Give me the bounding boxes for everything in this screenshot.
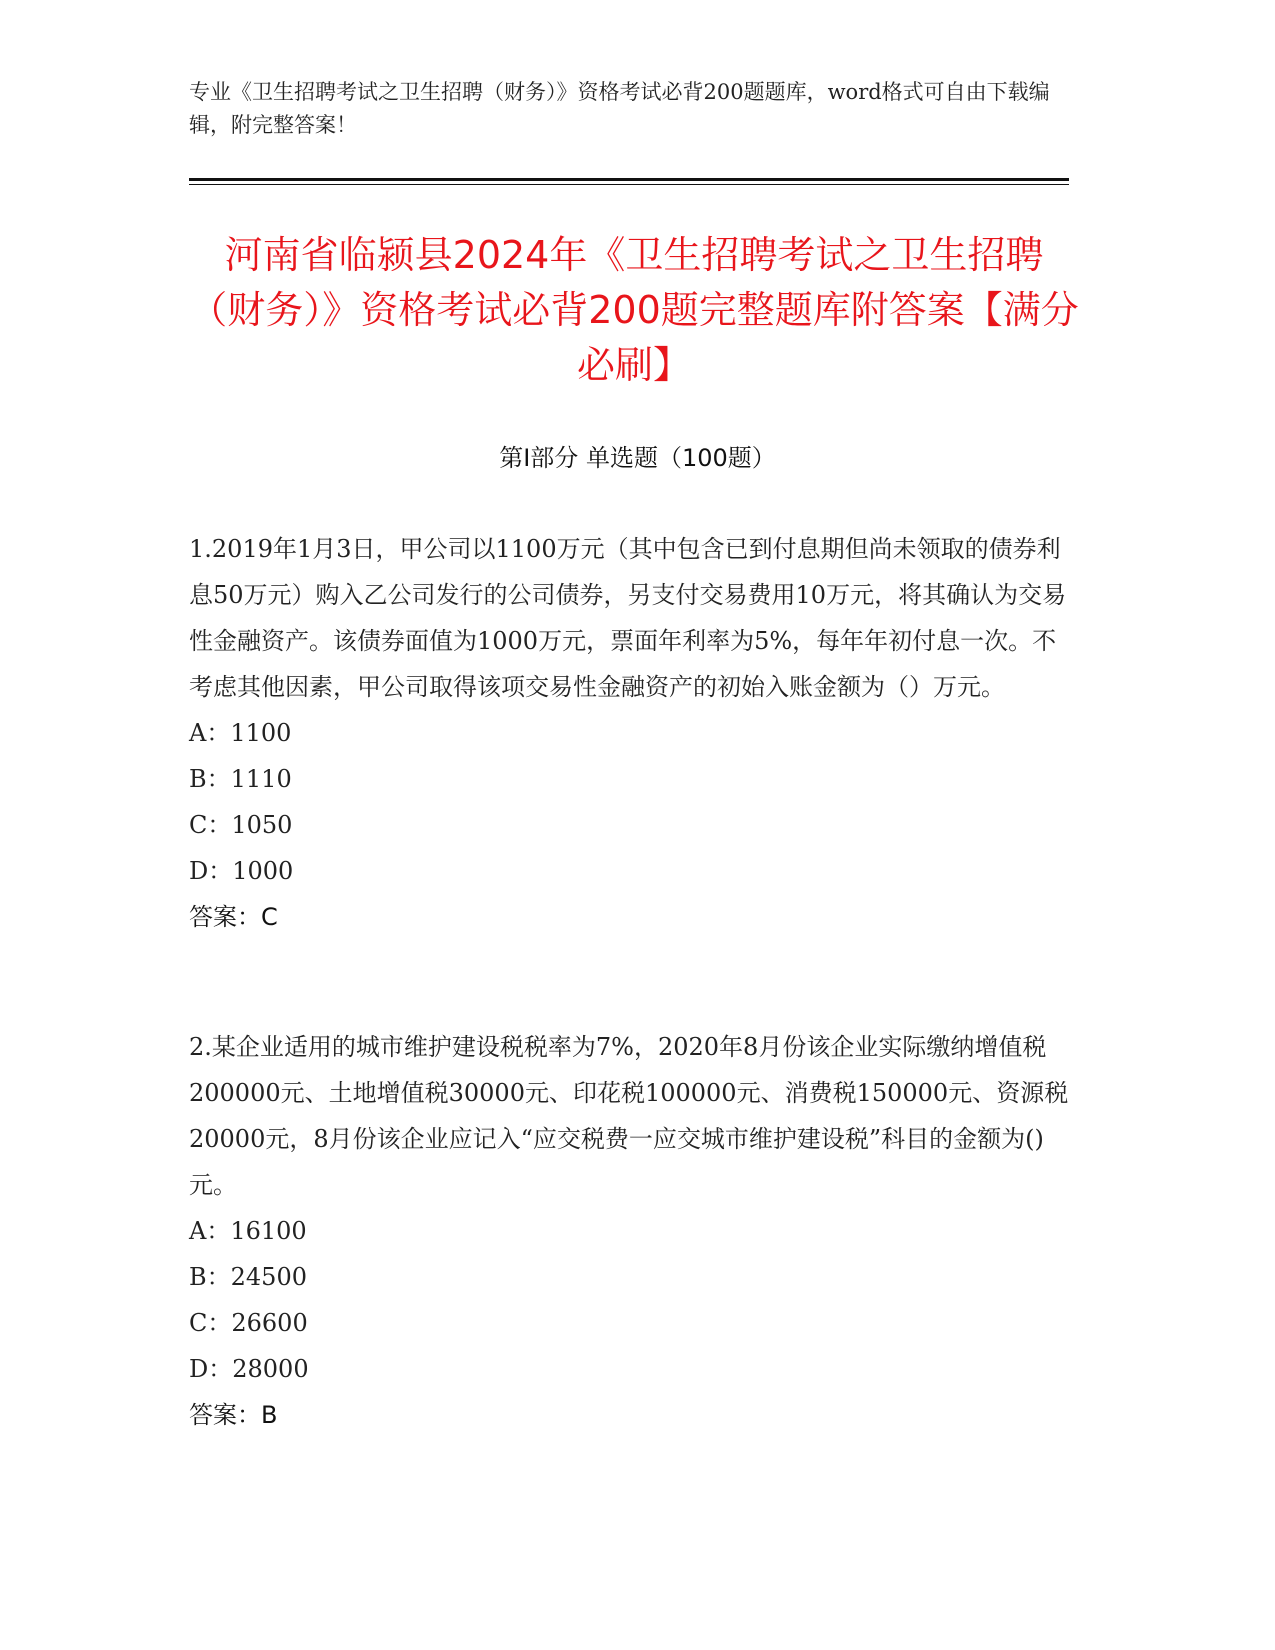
header-divider-thin <box>189 184 1069 185</box>
option-c: C：26600 <box>189 1309 308 1337</box>
option-d: D：28000 <box>189 1355 309 1383</box>
section-heading: 第I部分 单选题（100题） <box>499 444 776 472</box>
question-stem: 1.2019年1月3日，甲公司以1100万元（其中包含已到付息期但尚未领取的债券利息50万元）购入乙公司发行的公司债券，另支付交易费用10万元，将其确认为交易性金融资产。该债券面值为1000万元，票面年利率为5%，每年年初付息一次。不考虑其他因素，甲公司取得该项交易性金融资产的初始入账金额为（）万元。 <box>189 535 1067 701</box>
question-stem: 2.某企业适用的城市维护建设税税率为7%，2020年8月份该企业实际缴纳增值税200000元、土地增值税30000元、印花税100000元、消费税150000元、资源税20000元，8月份该企业应记入“应交税费一应交城市维护建设税”科目的金额为()元。 <box>189 1033 1069 1199</box>
question-2 <box>189 1024 1079 1438</box>
option-b: B：24500 <box>189 1263 307 1291</box>
question-1 <box>189 526 1079 940</box>
option-a: A：1100 <box>189 719 292 747</box>
option-d: D：1000 <box>189 857 294 885</box>
header-divider-thick <box>189 178 1069 181</box>
document-title: 河南省临颍县2024年《卫生招聘考试之卫生招聘（财务）》资格考试必背200题完整题库附答案【满分必刷】 <box>189 233 1079 387</box>
answer: 答案：B <box>189 1401 278 1429</box>
option-c: C：1050 <box>189 811 293 839</box>
answer: 答案：C <box>189 903 278 931</box>
option-a: A：16100 <box>189 1217 307 1245</box>
option-b: B：1110 <box>189 765 292 793</box>
header-note: 专业《卫生招聘考试之卫生招聘（财务）》资格考试必背200题题库，word格式可自由下载编辑，附完整答案！ <box>189 80 1050 137</box>
